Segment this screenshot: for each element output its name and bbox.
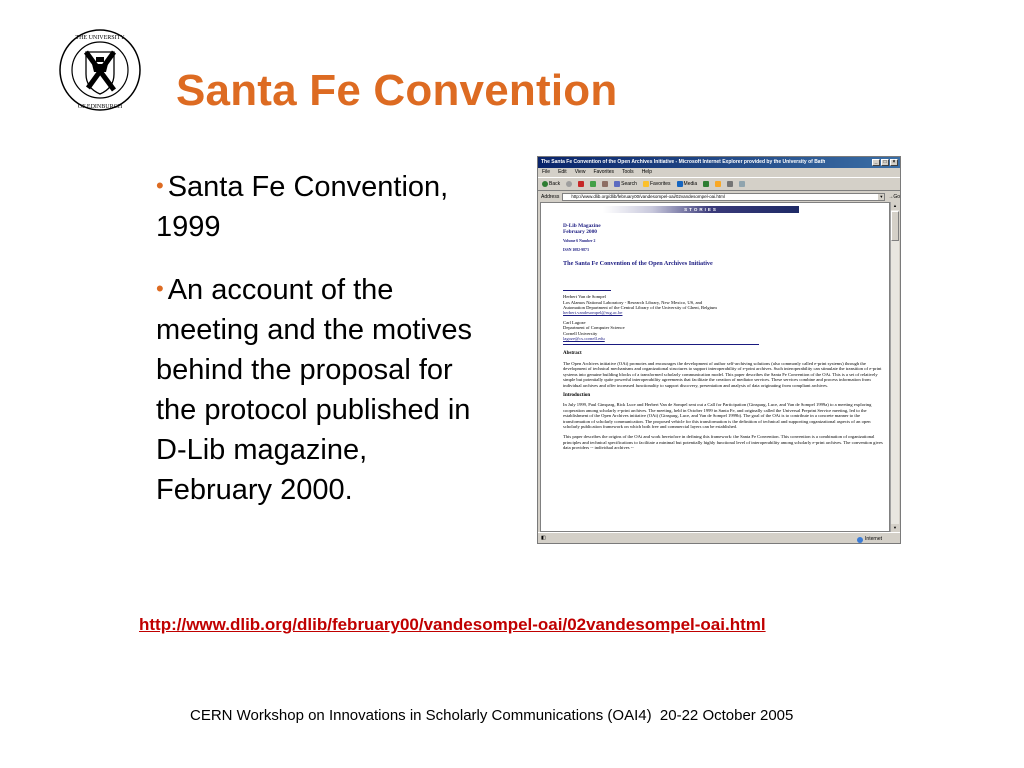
menu-bar (538, 168, 900, 177)
article-title: The Santa Fe Convention of the Open Archives Initiative (563, 259, 713, 267)
globe-icon (857, 537, 863, 543)
article-link[interactable]: http://www.dlib.org/dlib/february00/vandesompel-oai/02vandesompel-oai.html (139, 615, 766, 634)
menu-tools[interactable]: Tools (622, 169, 634, 175)
mail-button[interactable] (715, 181, 721, 187)
menu-favorites[interactable]: Favorites (593, 169, 614, 175)
bullet-icon: • (156, 276, 164, 301)
vertical-scrollbar[interactable] (890, 202, 899, 532)
author-name: Carl Lagoze (563, 319, 586, 325)
print-button[interactable] (727, 181, 733, 187)
forward-arrow-icon (566, 181, 572, 187)
abstract-heading: Abstract (563, 351, 582, 357)
browser-toolbar (538, 177, 900, 191)
university-logo (58, 28, 142, 112)
bullet-list (156, 166, 486, 532)
introduction-heading: Introduction (563, 392, 591, 398)
scrollbar-thumb[interactable] (891, 211, 899, 241)
bullet-text: An account of the meeting and the motives behind the proposal for the protocol published in D-Lib magazine, February 2000. (156, 274, 472, 506)
scroll-down-icon[interactable]: ▼ (891, 524, 899, 532)
history-icon (703, 181, 709, 187)
window-title: The Santa Fe Convention of the Open Archives Initiative - Microsoft Internet Explorer provided by the University of Bath (541, 159, 826, 165)
article-body (563, 223, 883, 456)
introduction-paragraph: This paper describes the origins of the OAi and work heretofore in defining this framework: the Santa Fe Convention. This convention is a combination of organizational principles and technical specifications to facilitate a minimal but potentially highly functional level of interoperability among scholarly e-print archives. The convention gives data providers -- individual archives -- (563, 434, 883, 451)
home-icon (602, 181, 608, 187)
back-button[interactable]: Back (542, 178, 560, 190)
address-text: http://www.dlib.org/dlib/february00/vandesompel-oai/02vandesompel-oai.html (571, 193, 725, 199)
issue-date: February 2000 (563, 229, 597, 235)
menu-view[interactable]: View (574, 169, 586, 175)
star-icon (643, 181, 649, 187)
volume-label: Volume 6 Number 2 (563, 239, 596, 243)
author-email-link[interactable]: lagoze@cs.cornell.edu (563, 336, 605, 342)
forward-button[interactable] (566, 181, 572, 187)
chevron-down-icon[interactable]: ▼ (879, 193, 884, 199)
divider (563, 290, 611, 291)
go-button[interactable]: →Go (888, 193, 900, 200)
edit-icon (739, 181, 745, 187)
slide-footer: CERN Workshop on Innovations in Scholarly Communications (OAI4) 20-22 October 2005 (190, 707, 794, 724)
abstract-text: The Open Archives initiative (OAi) promotes and encourages the development of author self-archiving solutions (also commonly called e-print systems) through the development of technical mechanisms and organizational structures to support interoperability of e-print archives. Such interoperability can stimulate the transition of e-print systems into genuine building blocks of a transformed scholarly communication model. This paper describes the Santa Fe Convention of the OAi. This is a set of relatively simple but potentially quite powerful interoperability agreements that facilitate the creation of mediator services. These services combine and process information from individual archives and offer increased functionality to support discovery, presentation and analysis of data originating from compliant archives. (563, 360, 882, 388)
address-label: Address (541, 193, 560, 200)
bullet-icon: • (156, 173, 164, 198)
bullet-text: Santa Fe Convention, 1999 (156, 171, 449, 243)
author-affiliation: Cornell University (563, 330, 598, 336)
magazine-name: D-Lib Magazine (563, 223, 601, 229)
print-icon (727, 181, 733, 187)
media-button[interactable]: Media (677, 178, 698, 190)
author-email-link[interactable]: herbert.vandesompel@rug.ac.be (563, 310, 623, 316)
window-controls (872, 159, 898, 166)
status-bar (538, 532, 900, 543)
author-affiliation: Los Alamos National Laboratory - Research Library, New Mexico, US, and (563, 299, 703, 305)
search-icon (614, 181, 620, 187)
introduction-paragraph: In July 1999, Paul Ginsparg, Rick Luce and Herbert Van de Sompel sent out a Call for Participation (Ginsparg, Luce, and Van de Sompel 1999a) to a meeting exploring cooperation among scholarly e-print archives. The meeting, held in October 1999 in Santa Fe, and originally called the Universal Preprint Service meeting, led to the establishment of the Open Archives initiative (OAi) (Ginsparg, Luce, and Van de Sompel 1999b). The goal of the OAi is to contribute in a concrete manner to the transformation of scholarly communication. The proposed vehicle for this transformation is the definition of technical and supporting organizational aspects of an open scholarly publication framework on which both free and commercial layers can be established. (563, 402, 872, 429)
browser-window (537, 156, 901, 544)
slide-title: Santa Fe Convention (176, 66, 618, 115)
minimize-button[interactable]: _ (872, 159, 880, 166)
scroll-up-icon[interactable]: ▲ (891, 202, 899, 210)
author-name: Herbert Van de Sompel (563, 294, 606, 300)
svg-text:THE UNIVERSITY: THE UNIVERSITY (75, 35, 125, 41)
bullet-item (156, 166, 486, 247)
media-icon (677, 181, 683, 187)
divider (563, 344, 759, 345)
stories-banner: STORIES (603, 206, 799, 213)
page-done-icon: ◧ (541, 535, 546, 541)
page-content (540, 202, 890, 532)
svg-text:OF EDINBURGH: OF EDINBURGH (77, 104, 123, 110)
stop-button[interactable] (578, 181, 584, 187)
maximize-button[interactable]: □ (881, 159, 889, 166)
security-zone: Internet (857, 534, 882, 544)
history-button[interactable] (703, 181, 709, 187)
home-button[interactable] (602, 181, 608, 187)
menu-edit[interactable]: Edit (558, 169, 567, 175)
edit-button[interactable] (739, 181, 745, 187)
author-affiliation: Automation Department of the Central Library of the University of Ghent, Belgium (563, 305, 717, 311)
menu-help[interactable]: Help (641, 169, 652, 175)
mail-icon (715, 181, 721, 187)
issn-label: ISSN 1082-9873 (563, 248, 589, 253)
close-button[interactable]: × (890, 159, 898, 166)
refresh-icon (590, 181, 596, 187)
menu-file[interactable]: File (542, 169, 551, 175)
bullet-item (156, 269, 486, 510)
search-button[interactable]: Search (614, 178, 637, 190)
address-input[interactable] (562, 193, 885, 201)
author-affiliation: Department of Computer Science (563, 325, 625, 331)
favorites-button[interactable]: Favorites (643, 178, 671, 190)
refresh-button[interactable] (590, 181, 596, 187)
window-titlebar (538, 157, 900, 168)
back-arrow-icon (542, 181, 548, 187)
stop-icon (578, 181, 584, 187)
address-bar (538, 191, 900, 202)
